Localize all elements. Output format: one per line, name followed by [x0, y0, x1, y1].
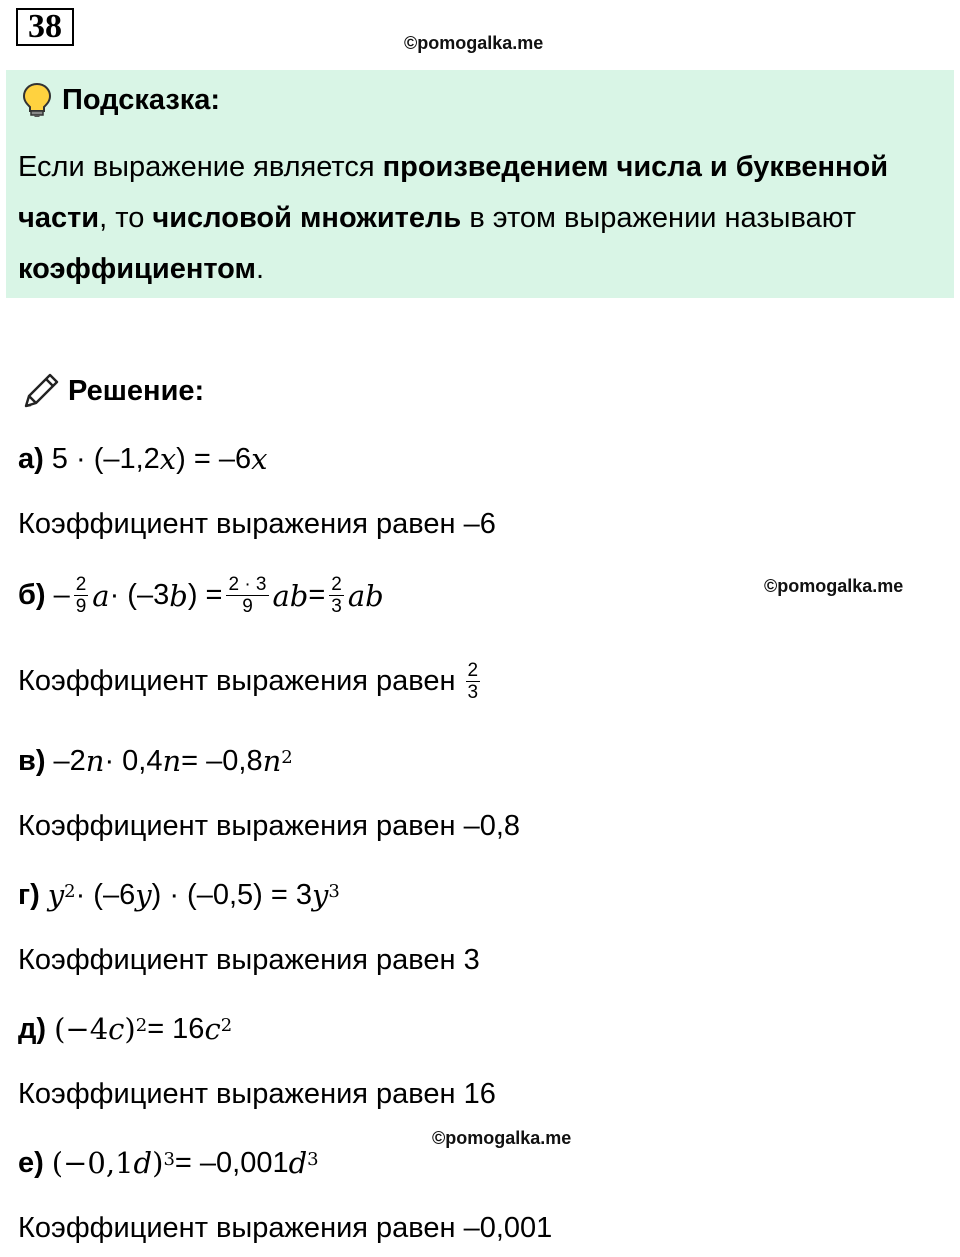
- var-d: d: [133, 1146, 153, 1180]
- item-g-result: [18, 944, 480, 977]
- expr-part: (−4: [54, 1012, 109, 1046]
- hint-title: [22, 82, 220, 118]
- watermark-mid: ©pomogalka.me: [764, 576, 904, 596]
- item-d-result: [18, 1078, 496, 1111]
- problem-number: 38: [16, 8, 74, 46]
- expr-part: = –0,001: [174, 1146, 289, 1179]
- hint-text: [18, 142, 938, 295]
- frac-denominator: 3: [467, 682, 479, 703]
- frac-numerator: 2: [331, 574, 342, 595]
- var-x: x: [251, 442, 268, 476]
- var-a: a: [92, 578, 110, 613]
- item-a-result-text: Коэффициент выражения равен –6: [18, 508, 496, 540]
- var-b: b: [169, 578, 188, 613]
- exponent: 2: [281, 746, 293, 768]
- hint-bold-product: произведением числа и буквенной части: [18, 151, 889, 234]
- hint-text-part: Если выражение является: [18, 151, 383, 183]
- item-d-expression: [18, 1012, 232, 1046]
- item-e-result: [18, 1212, 552, 1245]
- hint-box: [6, 70, 954, 298]
- solution-title: [20, 370, 204, 412]
- frac-denominator: 3: [331, 596, 342, 617]
- item-v-label: в): [18, 744, 46, 777]
- expr-part: · (–6: [75, 878, 136, 911]
- var-c: c: [204, 1012, 221, 1046]
- expr-part: ) =: [187, 579, 223, 611]
- expr-part: ) · (–0,5) = 3: [151, 878, 312, 911]
- item-v-expression: [18, 744, 293, 778]
- frac-denominator: 9: [75, 596, 87, 617]
- exponent: 2: [220, 1014, 233, 1036]
- var-x: x: [159, 442, 177, 476]
- fraction-2-9: [74, 574, 89, 617]
- item-e-expression: [18, 1146, 319, 1180]
- var-y: y: [47, 878, 65, 912]
- hint-bold-factor: числовой множитель: [152, 202, 462, 234]
- expr-part: ): [124, 1012, 136, 1046]
- minus-sign: –: [53, 579, 70, 611]
- watermark-bottom: ©pomogalka.me: [432, 1128, 572, 1148]
- item-b-expression: [18, 574, 384, 617]
- var-ab: ab: [272, 578, 309, 613]
- lightbulb-icon: [22, 82, 52, 118]
- var-ab: ab: [347, 578, 384, 613]
- exponent: 2: [64, 880, 76, 902]
- item-b-result: [18, 660, 484, 703]
- item-d-result-text: Коэффициент выражения равен 16: [18, 1078, 496, 1110]
- fraction-2x3-9: [226, 574, 268, 617]
- var-n: n: [85, 744, 105, 778]
- var-n: n: [262, 744, 282, 778]
- exponent: 3: [328, 880, 340, 902]
- expr-part: ): [152, 1146, 164, 1180]
- var-y: y: [135, 878, 152, 912]
- item-g-expression: [18, 878, 340, 912]
- item-v-result: [18, 810, 520, 843]
- item-v-result-text: Коэффициент выражения равен –0,8: [18, 810, 521, 842]
- frac-numerator: 2: [467, 660, 479, 681]
- item-e-result-text: Коэффициент выражения равен –0,001: [18, 1212, 553, 1244]
- hint-text-part: .: [255, 253, 265, 285]
- expr-part: (−0,1: [51, 1146, 134, 1180]
- expr-part: = –0,8: [181, 744, 263, 777]
- item-b-result-text: Коэффициент выражения равен: [18, 665, 456, 697]
- frac-denominator: 9: [242, 596, 253, 617]
- item-e-label: е): [18, 1146, 44, 1179]
- item-g-result-text: Коэффициент выражения равен 3: [18, 944, 480, 976]
- pencil-icon: [20, 370, 62, 412]
- watermark-top: ©pomogalka.me: [404, 33, 544, 53]
- item-b-label: б): [18, 579, 46, 611]
- solution-title-text: Решение:: [68, 374, 205, 407]
- exponent: 3: [307, 1148, 319, 1170]
- item-a-label: а): [18, 442, 44, 475]
- item-a-result: [18, 508, 496, 541]
- fraction-2-3: [329, 574, 344, 617]
- equals-sign: =: [308, 579, 326, 611]
- expr-part: · (–3: [109, 579, 170, 611]
- hint-bold-coefficient: коэффициентом: [18, 253, 256, 285]
- var-d: d: [288, 1146, 308, 1180]
- hint-title-text: Подсказка:: [62, 83, 221, 116]
- item-a-expr-part: 5 · (–1,2: [51, 442, 160, 475]
- item-a-expr-part: ) = –6: [176, 442, 252, 475]
- hint-text-part: , то: [99, 202, 153, 234]
- frac-numerator: 2: [75, 574, 87, 595]
- exponent: 3: [163, 1148, 175, 1170]
- hint-text-part: в этом выражении называют: [461, 202, 857, 234]
- expr-part: = 16: [147, 1012, 205, 1045]
- fraction-2-3: [466, 660, 481, 703]
- var-y: y: [312, 878, 329, 912]
- item-g-label: г): [18, 878, 40, 911]
- expr-part: · 0,4: [104, 744, 163, 777]
- var-n: n: [162, 744, 182, 778]
- var-c: c: [108, 1012, 125, 1046]
- exponent: 2: [135, 1014, 148, 1036]
- expr-part: –2: [53, 744, 86, 777]
- item-d-label: д): [18, 1012, 47, 1045]
- frac-numerator: 2 · 3: [228, 574, 267, 595]
- item-a-expression: [18, 442, 267, 476]
